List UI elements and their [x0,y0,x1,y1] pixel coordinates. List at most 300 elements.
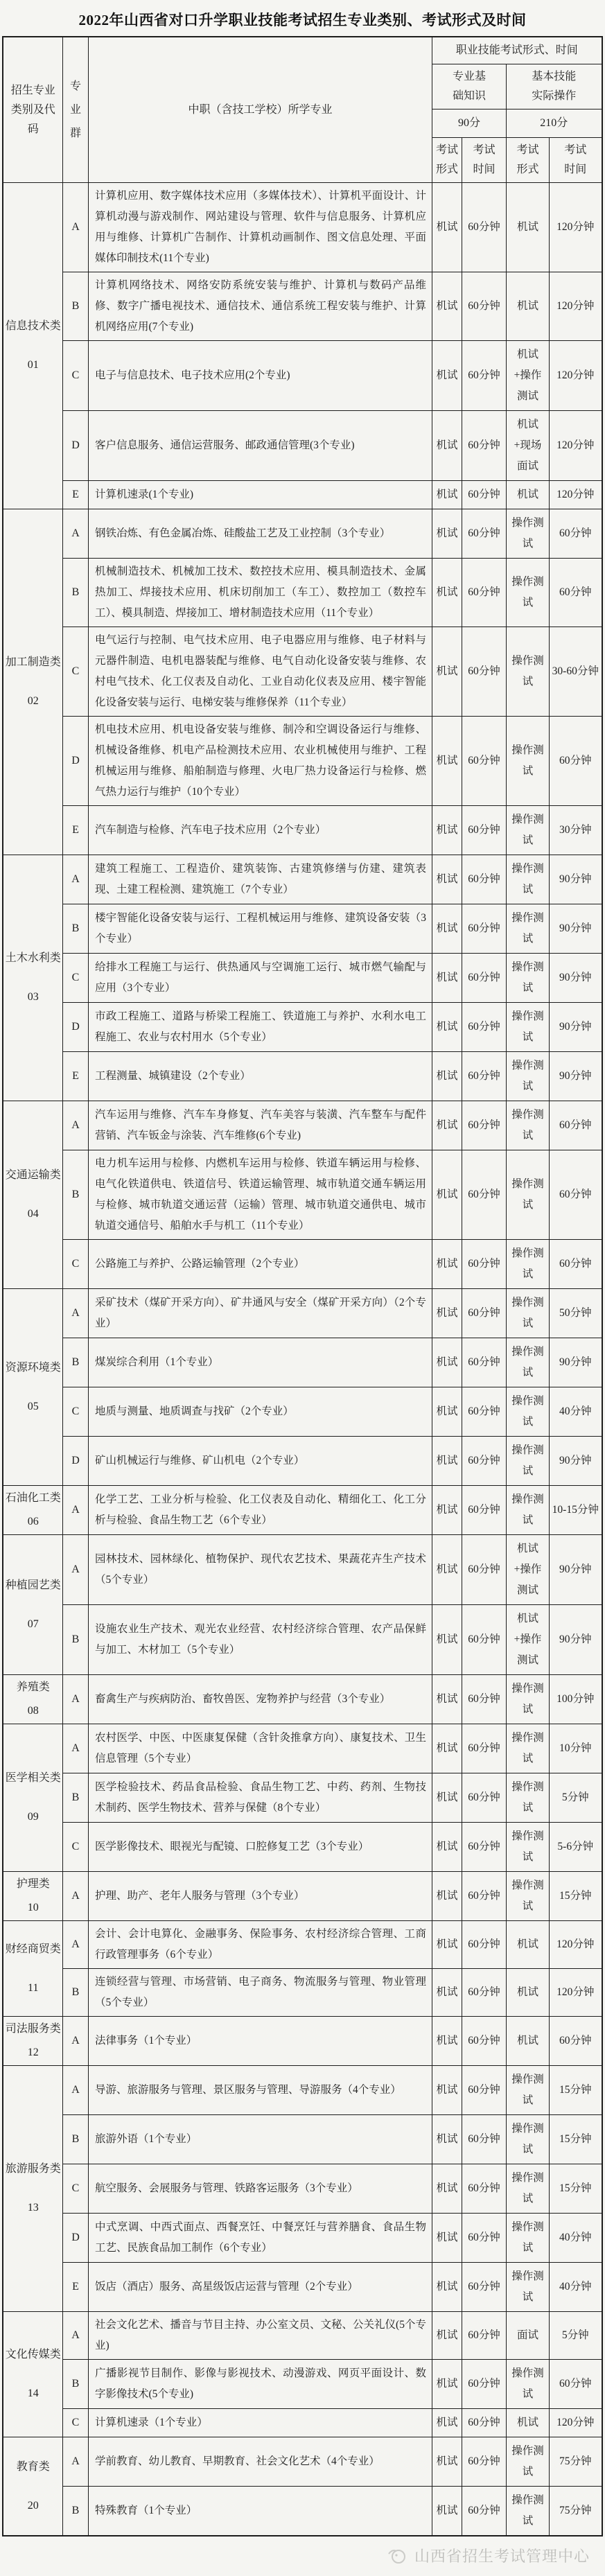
table-row [3,2017,602,2066]
basic-exam-form-cell: 机试 [432,2066,462,2115]
basic-exam-time-cell: 60分钟 [462,183,506,272]
majors-cell: 计算机速录（1个专业） [88,2409,432,2437]
basic-exam-form-cell: 机试 [432,1969,462,2017]
majors-cell: 导游、旅游服务与管理、景区服务与管理、导游服务（4个专业） [88,2066,432,2115]
header-category: 招生专业类别及代码 [3,37,62,183]
skill-exam-form-cell: 操作测试 [506,509,549,559]
table-row [3,1486,602,1535]
category-label [5,1940,61,1998]
skill-exam-time-cell: 60分钟 [549,1101,602,1150]
table-row [3,1535,602,1605]
skill-exam-form-cell: 操作测试 [506,1486,549,1535]
group-cell: B [62,1773,88,1823]
majors-cell: 机械制造技术、机械加工技术、数控技术应用、模具制造技术、金属热加工、焊接技术应用、机床切削加工（车工）、数控加工（数控车工）、模具制造、焊接加工、增材制造技术应用（11个专业） [88,559,432,627]
skill-exam-time-cell: 90分钟 [549,1003,602,1052]
category-cell [3,1101,62,1289]
table-row [3,1150,602,1240]
header-basic-knowledge: 专业基础知识 [432,64,506,109]
group-cell: C [62,1823,88,1872]
category-code: 11 [28,1981,39,1994]
category-label [5,949,61,1007]
category-name: 资源环境类 [5,1361,61,1374]
basic-exam-form-cell: 机试 [432,1338,462,1387]
majors-cell: 工程测量、城镇建设（2个专业） [88,1052,432,1101]
group-cell: B [62,559,88,627]
category-code: 01 [27,359,39,371]
group-cell: D [62,2214,88,2263]
category-code: 02 [27,695,39,707]
basic-exam-time-cell: 60分钟 [462,1338,506,1387]
group-cell: B [62,2487,88,2536]
basic-exam-time-cell: 60分钟 [462,272,506,341]
basic-exam-form-cell: 机试 [432,2360,462,2409]
basic-exam-time-cell: 60分钟 [462,1872,506,1921]
group-cell: A [62,2066,88,2115]
category-name: 教育类 [16,2460,50,2473]
skill-exam-form-cell: 操作测试 [506,2437,549,2487]
skill-exam-time-cell: 30分钟 [549,806,602,855]
table-row [3,904,602,954]
skill-exam-time-cell: 5-6分钟 [549,1823,602,1872]
category-label [5,317,61,375]
majors-cell: 护理、助产、老年人服务与管理（3个专业） [88,1872,432,1921]
basic-exam-time-cell: 60分钟 [462,2409,506,2437]
group-cell: E [62,2263,88,2312]
category-cell [3,1289,62,1486]
basic-exam-form-cell: 机试 [432,1003,462,1052]
majors-cell: 化学工艺、工业分析与检验、化工仪表及自动化、精细化工、化工分析与检验、食品生物工艺（6个专业） [88,1486,432,1535]
basic-exam-time-cell: 60分钟 [462,717,506,806]
skill-exam-time-cell: 5分钟 [549,2312,602,2360]
skill-exam-time-cell: 40分钟 [549,2214,602,2263]
group-cell: A [62,2017,88,2066]
basic-exam-form-cell: 机试 [432,1724,462,1773]
basic-exam-form-cell: 机试 [432,904,462,954]
group-cell: E [62,1052,88,1101]
majors-cell: 计算机速录(1个专业) [88,481,432,509]
basic-exam-time-cell: 60分钟 [462,1773,506,1823]
skill-exam-form-cell: 机试 [506,2409,549,2437]
skill-exam-time-cell: 90分钟 [549,855,602,904]
category-cell [3,2437,62,2536]
category-label [5,1875,61,1918]
category-code: 20 [27,2499,39,2512]
basic-exam-form-cell: 机试 [432,1535,462,1605]
majors-cell: 采矿技术（煤矿开采方向）、矿井通风与安全（煤矿开采方向）（2个专业） [88,1289,432,1338]
skill-exam-form-cell: 操作测试 [506,2164,549,2214]
header-exam-time-2: 考试时间 [549,138,602,183]
skill-exam-form-cell: 面试 [506,2312,549,2360]
majors-cell: 畜禽生产与疾病防治、畜牧兽医、宠物养护与经营（3个专业） [88,1675,432,1724]
basic-exam-form-cell: 机试 [432,1605,462,1675]
category-cell [3,1535,62,1675]
majors-cell: 航空服务、会展服务与管理、铁路客运服务（3个专业） [88,2164,432,2214]
basic-exam-form-cell: 机试 [432,2437,462,2487]
group-cell: E [62,481,88,509]
group-cell: A [62,509,88,559]
basic-exam-time-cell: 60分钟 [462,1437,506,1486]
majors-cell: 医学影像技术、眼视光与配镜、口腔修复工艺（3个专业） [88,1823,432,1872]
skill-exam-time-cell: 120分钟 [549,2409,602,2437]
category-cell [3,2017,62,2066]
table-row [3,481,602,509]
table-row [3,2263,602,2312]
majors-cell: 公路施工与养护、公路运输管理（2个专业） [88,1240,432,1289]
skill-exam-time-cell: 120分钟 [549,341,602,411]
table-row [3,1675,602,1724]
table-row [3,183,602,272]
table-row [3,1289,602,1338]
group-cell: B [62,1969,88,2017]
skill-exam-form-cell: 机试+操作测试 [506,1535,549,1605]
basic-exam-time-cell: 60分钟 [462,2360,506,2409]
skill-exam-form-cell: 操作测试 [506,2066,549,2115]
basic-exam-time-cell: 60分钟 [462,559,506,627]
group-cell: E [62,806,88,855]
group-cell: A [62,2312,88,2360]
skill-exam-time-cell: 60分钟 [549,509,602,559]
table-row [3,272,602,341]
skill-exam-form-cell: 操作测试 [506,904,549,954]
group-cell: B [62,272,88,341]
table-row [3,1003,602,1052]
basic-exam-time-cell: 60分钟 [462,1969,506,2017]
table-row [3,806,602,855]
category-code: 14 [27,2387,39,2399]
category-code: 09 [27,1811,39,1823]
skill-exam-time-cell: 75分钟 [549,2437,602,2487]
skill-exam-time-cell: 100分钟 [549,1675,602,1724]
majors-cell: 学前教育、幼儿教育、早期教育、社会文化艺术（4个专业） [88,2437,432,2487]
basic-exam-time-cell: 60分钟 [462,855,506,904]
group-cell: C [62,2409,88,2437]
basic-exam-time-cell: 60分钟 [462,2017,506,2066]
category-code: 05 [27,1400,39,1412]
table-row [3,2409,602,2437]
skill-exam-form-cell: 操作测试 [506,954,549,1003]
majors-cell: 汽车制造与检修、汽车电子技术应用（2个专业） [88,806,432,855]
basic-exam-form-cell: 机试 [432,1773,462,1823]
table-row [3,559,602,627]
category-code: 07 [27,1618,39,1630]
category-name: 司法服务类 [5,2023,61,2035]
basic-exam-time-cell: 60分钟 [462,1675,506,1724]
exam-categories-table [2,36,602,2536]
skill-exam-time-cell: 10-15分钟 [549,1486,602,1535]
category-cell [3,855,62,1101]
majors-cell: 特殊教育（1个专业） [88,2487,432,2536]
footer-org-name: 山西省招生考试管理中心 [414,2548,590,2565]
skill-exam-time-cell: 90分钟 [549,904,602,954]
category-label [5,2457,61,2516]
skill-exam-form-cell: 操作测试 [506,559,549,627]
table-row [3,2487,602,2536]
majors-cell: 建筑工程施工、工程造价、建筑装饰、古建筑修缮与仿建、建筑表现、土建工程检测、建筑施工（7个专业） [88,855,432,904]
basic-exam-time-cell: 60分钟 [462,509,506,559]
skill-exam-form-cell: 操作测试 [506,1240,549,1289]
skill-exam-form-cell: 操作测试 [506,2115,549,2164]
basic-exam-form-cell: 机试 [432,717,462,806]
majors-cell: 农村医学、中医、中医康复保健（含针灸推拿方向）、康复技术、卫生信息管理（5个专业） [88,1724,432,1773]
majors-cell: 煤炭综合利用（1个专业） [88,1338,432,1387]
majors-cell: 市政工程施工、道路与桥梁工程施工、铁道施工与养护、水利水电工程施工、农业与农村用水（5个专业） [88,1003,432,1052]
basic-exam-time-cell: 60分钟 [462,2115,506,2164]
org-logo-icon [387,2547,407,2565]
table-row [3,2437,602,2487]
skill-exam-form-cell: 操作测试 [506,1872,549,1921]
skill-exam-form-cell: 机试 [506,183,549,272]
skill-exam-time-cell: 75分钟 [549,2487,602,2536]
basic-exam-form-cell: 机试 [432,1921,462,1969]
table-header [3,37,602,183]
category-code: 04 [27,1208,39,1220]
category-code: 10 [27,1902,39,1913]
category-name: 石油化工类 [5,1492,61,1504]
basic-exam-form-cell: 机试 [432,2409,462,2437]
skill-exam-form-cell: 操作测试 [506,855,549,904]
majors-cell: 地质与测量、地质调查与找矿（2个专业） [88,1387,432,1437]
category-name: 养殖类 [16,1681,50,1693]
skill-exam-time-cell: 60分钟 [549,1150,602,1240]
majors-cell: 电力机车运用与检修、内燃机车运用与检修、铁道车辆运用与检修、电气化铁道供电、铁道信号、铁道运输管理、城市轨道交通车辆运用与检修、城市轨道交通运营（运输）管理、城市轨道交通供电、城市轨道交通信号、船舶水手与机工（11个专业） [88,1150,432,1240]
skill-exam-time-cell: 60分钟 [549,2360,602,2409]
majors-cell: 客户信息服务、通信运营服务、邮政通信管理(3个专业) [88,411,432,481]
basic-exam-form-cell: 机试 [432,855,462,904]
table-row [3,2066,602,2115]
category-label [5,2019,61,2062]
skill-exam-form-cell: 机试+现场面试 [506,411,549,481]
skill-exam-time-cell: 60分钟 [549,559,602,627]
category-cell [3,1486,62,1535]
basic-exam-form-cell: 机试 [432,627,462,717]
group-cell: A [62,1486,88,1535]
basic-exam-form-cell: 机试 [432,1486,462,1535]
majors-cell: 中式烹调、中西式面点、西餐烹饪、中餐烹饪与营养膳食、食品生物工艺、民族食品加工制作（6个专业） [88,2214,432,2263]
skill-exam-form-cell: 操作测试 [506,1773,549,1823]
table-row [3,1240,602,1289]
majors-cell: 计算机网络技术、网络安防系统安装与维护、计算机与数码产品维修、数字广播电视技术、通信技术、通信系统工程安装与维护、计算机网络应用(7个专业) [88,272,432,341]
table-row [3,627,602,717]
basic-exam-form-cell: 机试 [432,1675,462,1724]
category-cell [3,509,62,855]
group-cell: C [62,341,88,411]
skill-exam-time-cell: 120分钟 [549,481,602,509]
basic-exam-form-cell: 机试 [432,1289,462,1338]
skill-exam-time-cell: 90分钟 [549,1535,602,1605]
table-row [3,509,602,559]
group-cell: A [62,183,88,272]
basic-exam-time-cell: 60分钟 [462,2263,506,2312]
basic-exam-form-cell: 机试 [432,559,462,627]
basic-exam-form-cell: 机试 [432,272,462,341]
category-code: 08 [27,1705,39,1717]
group-cell: B [62,1338,88,1387]
basic-exam-time-cell: 60分钟 [462,2214,506,2263]
category-name: 土木水利类 [5,952,61,964]
skill-exam-time-cell: 60分钟 [549,717,602,806]
skill-exam-time-cell: 15分钟 [549,2066,602,2115]
skill-exam-form-cell: 机试 [506,1921,549,1969]
skill-exam-form-cell: 操作测试 [506,1003,549,1052]
table-row [3,1052,602,1101]
skill-exam-time-cell: 15分钟 [549,2115,602,2164]
majors-cell: 医学检验技术、药品食品检验、食品生物工艺、中药、药剂、生物技术制药、医学生物技术、营养与保健（8个专业） [88,1773,432,1823]
category-name: 财经商贸类 [5,1943,61,1955]
skill-exam-form-cell: 操作测试 [506,1101,549,1150]
group-cell: B [62,904,88,954]
category-cell [3,183,62,509]
group-cell: D [62,411,88,481]
basic-exam-time-cell: 60分钟 [462,1150,506,1240]
header-skill-score: 210分 [506,109,602,138]
group-cell: A [62,1289,88,1338]
skill-exam-form-cell: 操作测试 [506,1387,549,1437]
skill-exam-time-cell: 40分钟 [549,1387,602,1437]
skill-exam-time-cell: 120分钟 [549,272,602,341]
group-cell: C [62,1240,88,1289]
skill-exam-form-cell: 操作测试 [506,1289,549,1338]
category-code: 06 [27,1516,39,1527]
basic-exam-time-cell: 60分钟 [462,1003,506,1052]
majors-cell: 设施农业生产技术、观光农业经营、农村经济综合管理、农产品保鲜与加工、木材加工（5个专业） [88,1605,432,1675]
skill-exam-time-cell: 15分钟 [549,2164,602,2214]
skill-exam-time-cell: 90分钟 [549,1338,602,1387]
footer [0,2536,605,2576]
basic-exam-time-cell: 60分钟 [462,411,506,481]
table-row [3,855,602,904]
table-row [3,1387,602,1437]
majors-cell: 电子与信息技术、电子技术应用(2个专业) [88,341,432,411]
group-cell: B [62,1150,88,1240]
skill-exam-form-cell: 机试 [506,481,549,509]
basic-exam-time-cell: 60分钟 [462,1486,506,1535]
group-cell: D [62,717,88,806]
basic-exam-time-cell: 60分钟 [462,341,506,411]
basic-exam-form-cell: 机试 [432,1101,462,1150]
majors-cell: 矿山机械运行与维修、矿山机电（2个专业） [88,1437,432,1486]
group-cell: A [62,1724,88,1773]
majors-cell: 广播影视节目制作、影像与影视技术、动漫游戏、网页平面设计、数字影像技术(5个专业) [88,2360,432,2409]
majors-cell: 连锁经营与管理、市场营销、电子商务、物流服务与管理、物业管理（5个专业） [88,1969,432,2017]
group-cell: A [62,1101,88,1150]
basic-exam-time-cell: 60分钟 [462,1535,506,1605]
category-name: 护理类 [16,1878,50,1890]
group-cell: A [62,855,88,904]
basic-exam-time-cell: 60分钟 [462,954,506,1003]
group-cell: D [62,1437,88,1486]
category-name: 种植园艺类 [5,1579,61,1591]
skill-exam-time-cell: 40分钟 [549,2263,602,2312]
skill-exam-form-cell: 操作测试 [506,717,549,806]
basic-exam-form-cell: 机试 [432,411,462,481]
skill-exam-form-cell: 操作测试 [506,2263,549,2312]
category-cell [3,1675,62,1724]
skill-exam-time-cell: 120分钟 [549,1921,602,1969]
category-code: 13 [27,2202,39,2214]
table-row [3,1101,602,1150]
category-label [5,653,61,711]
skill-exam-form-cell: 操作测试 [506,2360,549,2409]
category-name: 文化传媒类 [5,2349,61,2360]
skill-exam-form-cell: 操作测试 [506,1724,549,1773]
basic-exam-form-cell: 机试 [432,1437,462,1486]
table-row [3,2312,602,2360]
table-row [3,1437,602,1486]
skill-exam-form-cell: 操作测试 [506,1675,549,1724]
table-body [3,183,602,2536]
page-title: 2022年山西省对口升学职业技能考试招生专业类别、考试形式及时间 [78,12,527,28]
basic-exam-form-cell: 机试 [432,1240,462,1289]
category-name: 加工制造类 [5,656,61,668]
basic-exam-form-cell: 机试 [432,1823,462,1872]
table-row [3,1823,602,1872]
majors-cell: 法律事务（1个专业） [88,2017,432,2066]
basic-exam-time-cell: 60分钟 [462,481,506,509]
category-cell [3,2066,62,2312]
table-row [3,341,602,411]
skill-exam-form-cell: 操作测试 [506,1437,549,1486]
header-group: 专业群 [62,37,88,183]
skill-exam-form-cell: 机试+操作测试 [506,341,549,411]
skill-exam-time-cell: 120分钟 [549,183,602,272]
header-basic-score: 90分 [432,109,506,138]
basic-exam-form-cell: 机试 [432,2263,462,2312]
group-cell: A [62,1675,88,1724]
basic-exam-form-cell: 机试 [432,2487,462,2536]
category-name: 旅游服务类 [5,2163,61,2175]
basic-exam-time-cell: 60分钟 [462,1052,506,1101]
table-row [3,1773,602,1823]
table-row [3,411,602,481]
group-cell: C [62,954,88,1003]
table-row [3,954,602,1003]
table-row [3,717,602,806]
group-cell: D [62,1003,88,1052]
majors-cell: 给排水工程施工与运行、供热通风与空调施工运行、城市燃气输配与应用（3个专业） [88,954,432,1003]
skill-exam-time-cell: 50分钟 [549,1289,602,1338]
basic-exam-time-cell: 60分钟 [462,806,506,855]
skill-exam-time-cell: 15分钟 [549,1872,602,1921]
header-exam-form-2: 考试形式 [506,138,549,183]
majors-cell: 钢铁冶炼、有色金属冶炼、硅酸盐工艺及工业控制（3个专业） [88,509,432,559]
skill-exam-form-cell: 操作测试 [506,1150,549,1240]
basic-exam-time-cell: 60分钟 [462,1101,506,1150]
category-cell [3,1921,62,2017]
category-label [5,1678,61,1721]
majors-cell: 楼宇智能化设备安装与运行、工程机械运用与维修、建筑设备安装（3个专业） [88,904,432,954]
header-skill-exam: 职业技能考试形式、时间 [432,37,602,64]
skill-exam-form-cell: 操作测试 [506,2214,549,2263]
skill-exam-time-cell: 90分钟 [549,1052,602,1101]
majors-cell: 园林技术、园林绿化、植物保护、现代农艺技术、果蔬花卉生产技术（5个专业） [88,1535,432,1605]
category-label [5,2345,61,2403]
category-code: 12 [27,2047,39,2058]
skill-exam-form-cell: 机试 [506,1969,549,2017]
basic-exam-form-cell: 机试 [432,1052,462,1101]
majors-cell: 电气运行与控制、电气技术应用、电子电器应用与维修、电子材料与元器件制造、电机电器装配与维修、电气自动化设备安装与维修、农村电气技术、化工仪表及自动化、工业自动化仪表及应用、楼宇智能化设备安装与运行、电梯安装与维修保养（11个专业） [88,627,432,717]
basic-exam-time-cell: 60分钟 [462,2312,506,2360]
basic-exam-form-cell: 机试 [432,341,462,411]
skill-exam-form-cell: 操作测试 [506,1052,549,1101]
skill-exam-form-cell: 机试 [506,2017,549,2066]
basic-exam-time-cell: 60分钟 [462,2164,506,2214]
category-label [5,1489,61,1532]
basic-exam-time-cell: 60分钟 [462,1823,506,1872]
group-cell: C [62,1387,88,1437]
basic-exam-form-cell: 机试 [432,2312,462,2360]
skill-exam-time-cell: 60分钟 [549,1240,602,1289]
basic-exam-time-cell: 60分钟 [462,2487,506,2536]
